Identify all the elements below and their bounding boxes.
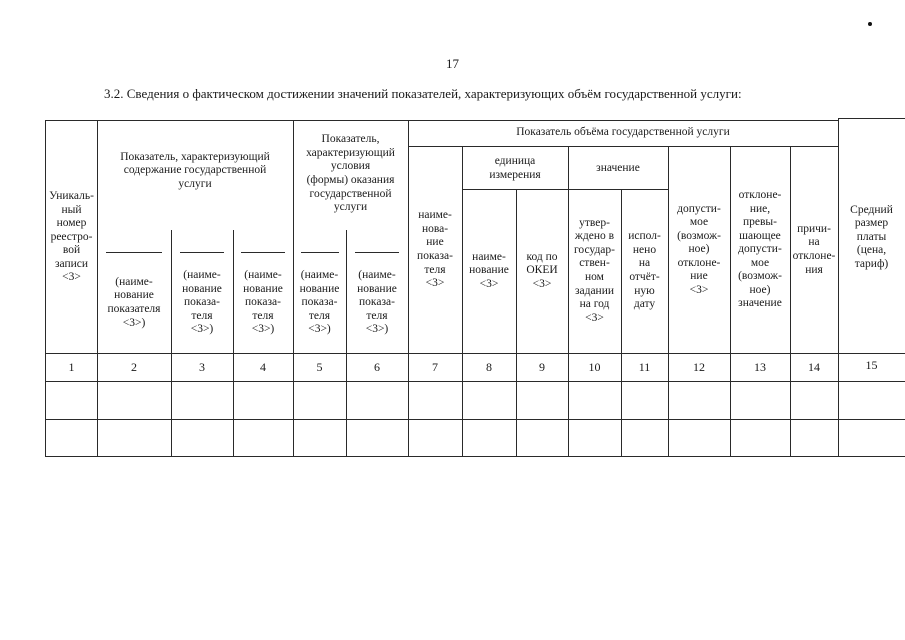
column-number-7: 7	[432, 360, 438, 375]
rule-data-row-1	[45, 419, 905, 420]
column-number-12: 12	[693, 360, 705, 375]
header-sub-content-1: (наиме- нование показателя <3>)	[107, 275, 161, 329]
blank-line-col-2	[106, 252, 162, 253]
table-bottom-border	[45, 456, 905, 457]
column-number-14: 14	[808, 360, 820, 375]
header-indicator-name: наиме- нова- ние показа- теля <3>	[417, 209, 453, 290]
header-sub-content-2: (наиме- нование показа- теля <3>)	[182, 269, 222, 336]
header-conditions-indicator: Показатель, характеризующий условия (формы) оказания государственной услуги	[306, 133, 395, 214]
header-allowed-deviation: допусти- мое (возмож- ное) отклоне- ние <3>	[677, 202, 721, 296]
column-number-10: 10	[588, 360, 601, 375]
header-deviation-reason: причи- на отклоне- ния	[792, 222, 836, 276]
column-number-5: 5	[316, 360, 323, 375]
header-sub-condition-1: (наиме- нование показа- теля <3>)	[299, 269, 340, 336]
header-executed: испол- нено на отчёт- ную дату	[628, 230, 661, 311]
blank-line-col-6	[355, 252, 399, 253]
blank-line-col-4	[241, 252, 285, 253]
rule-volume-header	[408, 146, 838, 147]
rule-top-right	[838, 118, 905, 119]
header-unit-name: наиме- нование <3>	[469, 250, 509, 290]
column-number-1: 1	[68, 360, 75, 375]
column-number-8: 8	[486, 360, 492, 375]
column-number-9: 9	[539, 360, 545, 375]
header-value: значение	[596, 162, 640, 175]
rule-unit-value-header	[462, 189, 668, 190]
column-number-2: 2	[131, 360, 137, 375]
column-number-4: 4	[260, 360, 266, 375]
column-number-11: 11	[638, 360, 651, 375]
header-okei-code: код по ОКЕИ <3>	[526, 250, 558, 290]
rule-column-numbers-bottom	[45, 381, 905, 382]
header-unique-number: Уникаль- ный номер реестро- вой записи <3>	[49, 190, 94, 284]
header-content-indicator: Показатель, характеризующий содержание государственной услуги	[120, 150, 270, 190]
header-average-fee: Средний размер платы (цена, тариф)	[850, 203, 893, 270]
column-number-13: 13	[754, 360, 766, 375]
section-title: 3.2. Сведения о фактическом достижении значений показателей, характеризующих объём государственной услуги:	[104, 86, 742, 101]
header-exceeding-deviation: отклоне- ние, превы- шающее допусти- мое (возмож- ное) значение	[738, 188, 782, 310]
blank-line-col-5	[301, 252, 339, 253]
header-unit: единица измерения	[489, 155, 541, 181]
page-number: 17	[446, 56, 459, 71]
column-number-3: 3	[199, 360, 205, 375]
column-number-6: 6	[374, 360, 380, 375]
column-number-15: 15	[865, 358, 878, 373]
header-sub-content-3: (наиме- нование показа- теля <3>)	[243, 269, 283, 336]
header-volume-indicator: Показатель объёма государственной услуги	[516, 126, 730, 139]
header-sub-condition-2: (наиме- нование показа- теля <3>)	[357, 269, 397, 336]
blank-line-col-3	[180, 252, 224, 253]
header-approved: утвер- ждено в государ- ствен- ном задании на год <3>	[574, 216, 615, 324]
